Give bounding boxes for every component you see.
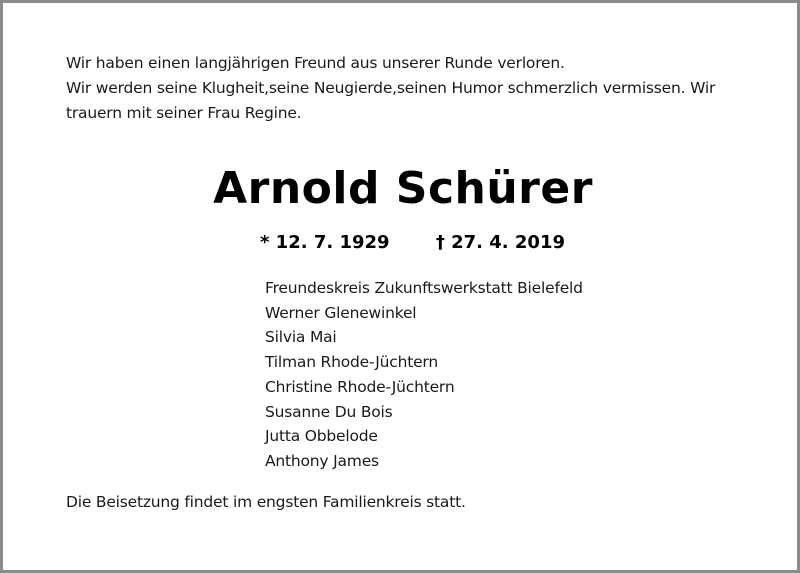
intro-line: trauern mit seiner Frau Regine. [66, 104, 302, 122]
mourner-name: Tilman Rhode-Jüchtern [265, 353, 438, 372]
mourners-list [265, 276, 583, 474]
birth-date: * 12. 7. 1929 [260, 232, 390, 253]
mourner-name: Anthony James [265, 451, 379, 470]
life-dates [260, 232, 565, 253]
mourner-name: Christine Rhode-Jüchtern [265, 377, 455, 396]
intro-line: Wir haben einen langjährigen Freund aus unserer Runde verloren. [66, 54, 565, 72]
intro-line: Wir werden seine Klugheit,seine Neugierde,seinen Humor schmerzlich vermissen. Wir [66, 79, 716, 97]
mourner-name: Freundeskreis Zukunftswerkstatt Bielefeld [265, 279, 583, 297]
mourner-name: Werner Glenewinkel [265, 303, 417, 322]
mourner-name: Silvia Mai [265, 328, 337, 347]
mourner-name: Susanne Du Bois [265, 402, 393, 421]
mourner-name: Jutta Obbelode [265, 427, 378, 446]
intro-text [66, 51, 746, 126]
closing-note: Die Beisetzung findet im engsten Familienkreis statt. [66, 493, 466, 511]
death-date: † 27. 4. 2019 [435, 232, 565, 253]
deceased-name: Arnold Schürer [213, 163, 593, 214]
